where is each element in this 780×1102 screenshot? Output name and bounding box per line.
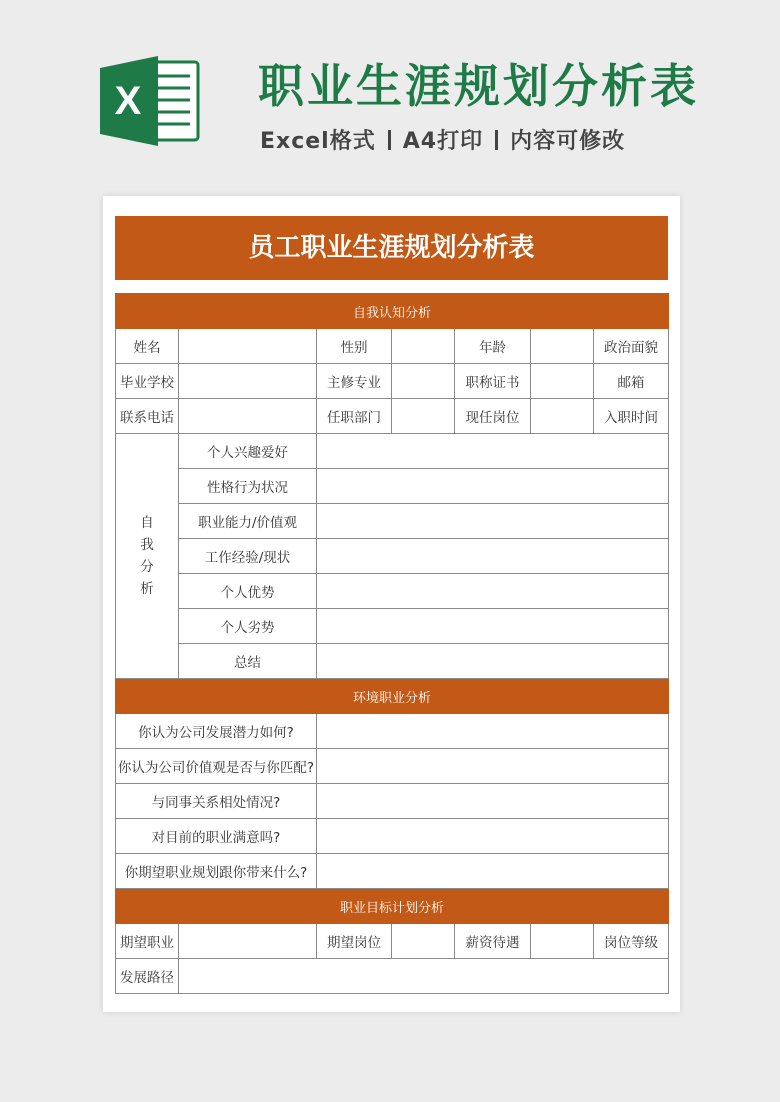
field-name[interactable] <box>179 329 317 364</box>
field-school[interactable] <box>179 364 317 399</box>
field-gender[interactable] <box>392 329 455 364</box>
question-values-match: 你认为公司价值观是否与你匹配? <box>116 749 317 784</box>
career-plan-form <box>115 293 669 994</box>
question-company-potential: 你认为公司发展潜力如何? <box>116 714 317 749</box>
answer-company-potential[interactable] <box>317 714 669 749</box>
field-department[interactable] <box>392 399 455 434</box>
label-political-status: 政治面貌 <box>594 329 669 364</box>
subtitle-separator <box>495 130 498 150</box>
field-phone[interactable] <box>179 399 317 434</box>
question-plan-expectation: 你期望职业规划跟你带来什么? <box>116 854 317 889</box>
label-age: 年龄 <box>455 329 531 364</box>
label-personality: 性格行为状况 <box>179 469 317 504</box>
answer-plan-expectation[interactable] <box>317 854 669 889</box>
label-name: 姓名 <box>116 329 179 364</box>
label-major: 主修专业 <box>317 364 392 399</box>
field-ability[interactable] <box>317 504 669 539</box>
field-position[interactable] <box>531 399 594 434</box>
label-weaknesses: 个人劣势 <box>179 609 317 644</box>
banner <box>0 0 780 190</box>
field-certificate[interactable] <box>531 364 594 399</box>
field-salary[interactable] <box>531 924 594 959</box>
question-colleague-relations: 与同事关系相处情况? <box>116 784 317 819</box>
label-certificate: 职称证书 <box>455 364 531 399</box>
banner-subtitle <box>260 124 625 155</box>
excel-logo-icon <box>100 56 202 146</box>
excel-logo-letter: X <box>114 79 142 123</box>
field-weaknesses[interactable] <box>317 609 669 644</box>
field-strengths[interactable] <box>317 574 669 609</box>
field-personality[interactable] <box>317 469 669 504</box>
label-salary: 薪资待遇 <box>455 924 531 959</box>
label-interests: 个人兴趣爱好 <box>179 434 317 469</box>
subtitle-editable: 内容可修改 <box>510 129 626 154</box>
label-expected-position: 期望岗位 <box>317 924 392 959</box>
label-ability: 职业能力/价值观 <box>179 504 317 539</box>
section-header-goals: 职业目标计划分析 <box>116 889 669 924</box>
subtitle-format: Excel格式 <box>260 129 376 154</box>
label-phone: 联系电话 <box>116 399 179 434</box>
answer-colleague-relations[interactable] <box>317 784 669 819</box>
label-school: 毕业学校 <box>116 364 179 399</box>
banner-title: 职业生涯规划分析表 <box>258 59 699 113</box>
field-development-path[interactable] <box>179 959 669 994</box>
label-strengths: 个人优势 <box>179 574 317 609</box>
label-expected-career: 期望职业 <box>116 924 179 959</box>
field-major[interactable] <box>392 364 455 399</box>
field-expected-career[interactable] <box>179 924 317 959</box>
field-age[interactable] <box>531 329 594 364</box>
document-page <box>103 196 680 1012</box>
label-gender: 性别 <box>317 329 392 364</box>
subtitle-separator <box>388 130 391 150</box>
label-position: 现任岗位 <box>455 399 531 434</box>
field-experience[interactable] <box>317 539 669 574</box>
answer-values-match[interactable] <box>317 749 669 784</box>
section-header-self: 自我认知分析 <box>116 294 669 329</box>
field-expected-position[interactable] <box>392 924 455 959</box>
answer-job-satisfaction[interactable] <box>317 819 669 854</box>
label-summary: 总结 <box>179 644 317 679</box>
field-interests[interactable] <box>317 434 669 469</box>
self-analysis-label: 自 我 分 析 <box>116 434 179 679</box>
subtitle-print: A4打印 <box>402 129 484 154</box>
document-title: 员工职业生涯规划分析表 <box>115 216 668 280</box>
field-summary[interactable] <box>317 644 669 679</box>
label-development-path: 发展路径 <box>116 959 179 994</box>
label-position-level: 岗位等级 <box>594 924 669 959</box>
label-hire-date: 入职时间 <box>594 399 669 434</box>
question-job-satisfaction: 对目前的职业满意吗? <box>116 819 317 854</box>
label-experience: 工作经验/现状 <box>179 539 317 574</box>
section-header-environment: 环境职业分析 <box>116 679 669 714</box>
label-department: 任职部门 <box>317 399 392 434</box>
label-email: 邮箱 <box>594 364 669 399</box>
